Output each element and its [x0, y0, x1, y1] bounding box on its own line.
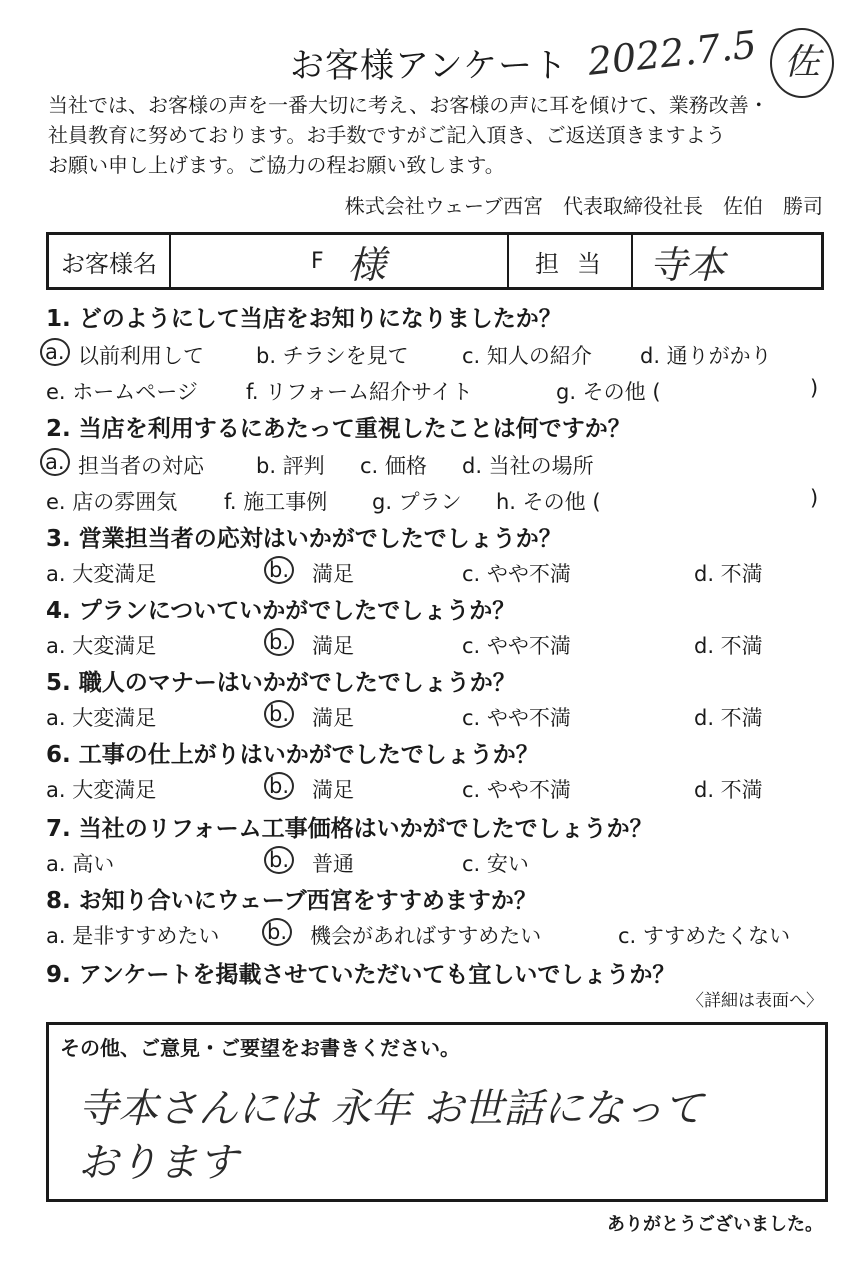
answer-option[interactable]: c. 価格	[360, 454, 427, 478]
detail-note: 〈詳細は表面へ〉	[687, 991, 823, 1011]
answer-option[interactable]: 満足	[312, 778, 354, 802]
answer-option[interactable]: 満足	[312, 562, 354, 586]
question-7: 7. 当社のリフォーム工事価格はいかがでしたでしょうか？	[46, 816, 653, 842]
selected-option[interactable]: b.	[264, 628, 294, 656]
answer-option[interactable]: h. その他 (	[496, 490, 601, 514]
thanks-text: ありがとうございました。	[607, 1214, 823, 1235]
question-2: 2. 当店を利用するにあたって重視したことは何ですか？	[46, 416, 631, 442]
intro-line-2: 社員教育に努めております。お手数ですがご記入頂き、ご返送頂きますよう	[48, 123, 726, 147]
answer-option[interactable]: e. 店の雰囲気	[46, 490, 178, 514]
company-signature: 株式会社ウェーブ西宮 代表取締役社長 佐伯 勝司	[344, 194, 823, 218]
question-5: 5. 職人のマナーはいかがでしたでしょうか？	[46, 670, 516, 696]
answer-option[interactable]: g. プラン	[372, 490, 462, 514]
answer-option[interactable]: c. やや不満	[462, 706, 571, 730]
customer-name-label: お客様名	[49, 235, 171, 287]
answer-option[interactable]: b. 評判	[256, 454, 325, 478]
staff-label: 担当	[509, 235, 633, 287]
answer-option[interactable]: )	[810, 376, 819, 400]
selected-option[interactable]: b.	[264, 700, 294, 728]
answer-option[interactable]: f. 施工事例	[224, 490, 328, 514]
answer-option[interactable]: )	[810, 486, 819, 510]
answer-option[interactable]: a. 是非すすめたい	[46, 924, 220, 948]
answer-option[interactable]: c. やや不満	[462, 562, 571, 586]
selected-option[interactable]: a.	[40, 338, 70, 366]
selected-option[interactable]: b.	[264, 556, 294, 584]
answer-option[interactable]: d. 不満	[694, 778, 763, 802]
question-3: 3. 営業担当者の応対はいかがでしたでしょうか？	[46, 526, 562, 552]
answer-option[interactable]: a. 大変満足	[46, 778, 157, 802]
answer-option[interactable]: a. 大変満足	[46, 706, 157, 730]
question-1: 1. どのようにして当店をお知りになりましたか？	[46, 306, 562, 332]
answer-option[interactable]: g. その他 (	[556, 380, 661, 404]
answer-option[interactable]: c. すすめたくない	[618, 924, 791, 948]
comment-line-2: おります	[78, 1140, 238, 1186]
staff-name: 寺本	[649, 242, 726, 287]
answer-option[interactable]: d. 不満	[694, 634, 763, 658]
stamp-text: 佐	[783, 42, 820, 83]
intro-line-3: お願い申し上げます。ご協力の程お願い致します。	[48, 153, 505, 177]
question-6: 6. 工事の仕上がりはいかがでしたでしょうか？	[46, 742, 539, 768]
selected-option[interactable]: b.	[264, 846, 294, 874]
answer-option[interactable]: d. 当社の場所	[462, 454, 594, 478]
question-9: 9. アンケートを掲載させていただいても宜しいでしょうか？	[46, 962, 676, 988]
comment-handwriting	[78, 1082, 818, 1190]
question-4: 4. プランについていかがでしたでしょうか？	[46, 598, 516, 624]
answer-option[interactable]: 担当者の対応	[78, 454, 204, 478]
answer-option[interactable]: 機会があればすすめたい	[310, 924, 542, 948]
answer-option[interactable]: 普通	[312, 852, 354, 876]
intro-line-1: 当社では、お客様の声を一番大切に考え、お客様の声に耳を傾けて、業務改善・	[48, 93, 769, 117]
customer-name-field	[171, 235, 509, 287]
selected-option[interactable]: a.	[40, 448, 70, 476]
comment-line-1: 寺本さんには 永年 お世話になって	[78, 1086, 704, 1132]
answer-option[interactable]: e. ホームページ	[46, 380, 198, 404]
answer-option[interactable]: c. 安い	[462, 852, 529, 876]
handwritten-date: 2022.7.5	[585, 22, 759, 84]
selected-option[interactable]: b.	[264, 772, 294, 800]
customer-honorific: 様	[347, 242, 386, 287]
comment-label: その他、ご意見・ご要望をお書きください。	[60, 1036, 460, 1060]
answer-option[interactable]: 満足	[312, 706, 354, 730]
answer-option[interactable]: 満足	[312, 634, 354, 658]
question-8: 8. お知り合いにウェーブ西宮をすすめますか？	[46, 888, 537, 914]
approval-stamp	[770, 28, 834, 98]
answer-option[interactable]: 以前利用して	[78, 344, 204, 368]
answer-option[interactable]: c. やや不満	[462, 778, 571, 802]
intro-text	[48, 90, 828, 180]
answer-option[interactable]: f. リフォーム紹介サイト	[246, 380, 473, 404]
answer-option[interactable]: d. 通りがかり	[640, 344, 772, 368]
customer-info-table	[46, 232, 824, 290]
answer-option[interactable]: a. 高い	[46, 852, 115, 876]
customer-name-value: F	[311, 248, 324, 274]
answer-option[interactable]: c. やや不満	[462, 634, 571, 658]
answer-option[interactable]: d. 不満	[694, 562, 763, 586]
answer-option[interactable]: d. 不満	[694, 706, 763, 730]
answer-option[interactable]: b. チラシを見て	[256, 344, 409, 368]
answer-option[interactable]: a. 大変満足	[46, 634, 157, 658]
answer-option[interactable]: a. 大変満足	[46, 562, 157, 586]
survey-title: お客様アンケート	[290, 46, 568, 86]
answer-option[interactable]: c. 知人の紹介	[462, 344, 592, 368]
selected-option[interactable]: b.	[262, 918, 292, 946]
